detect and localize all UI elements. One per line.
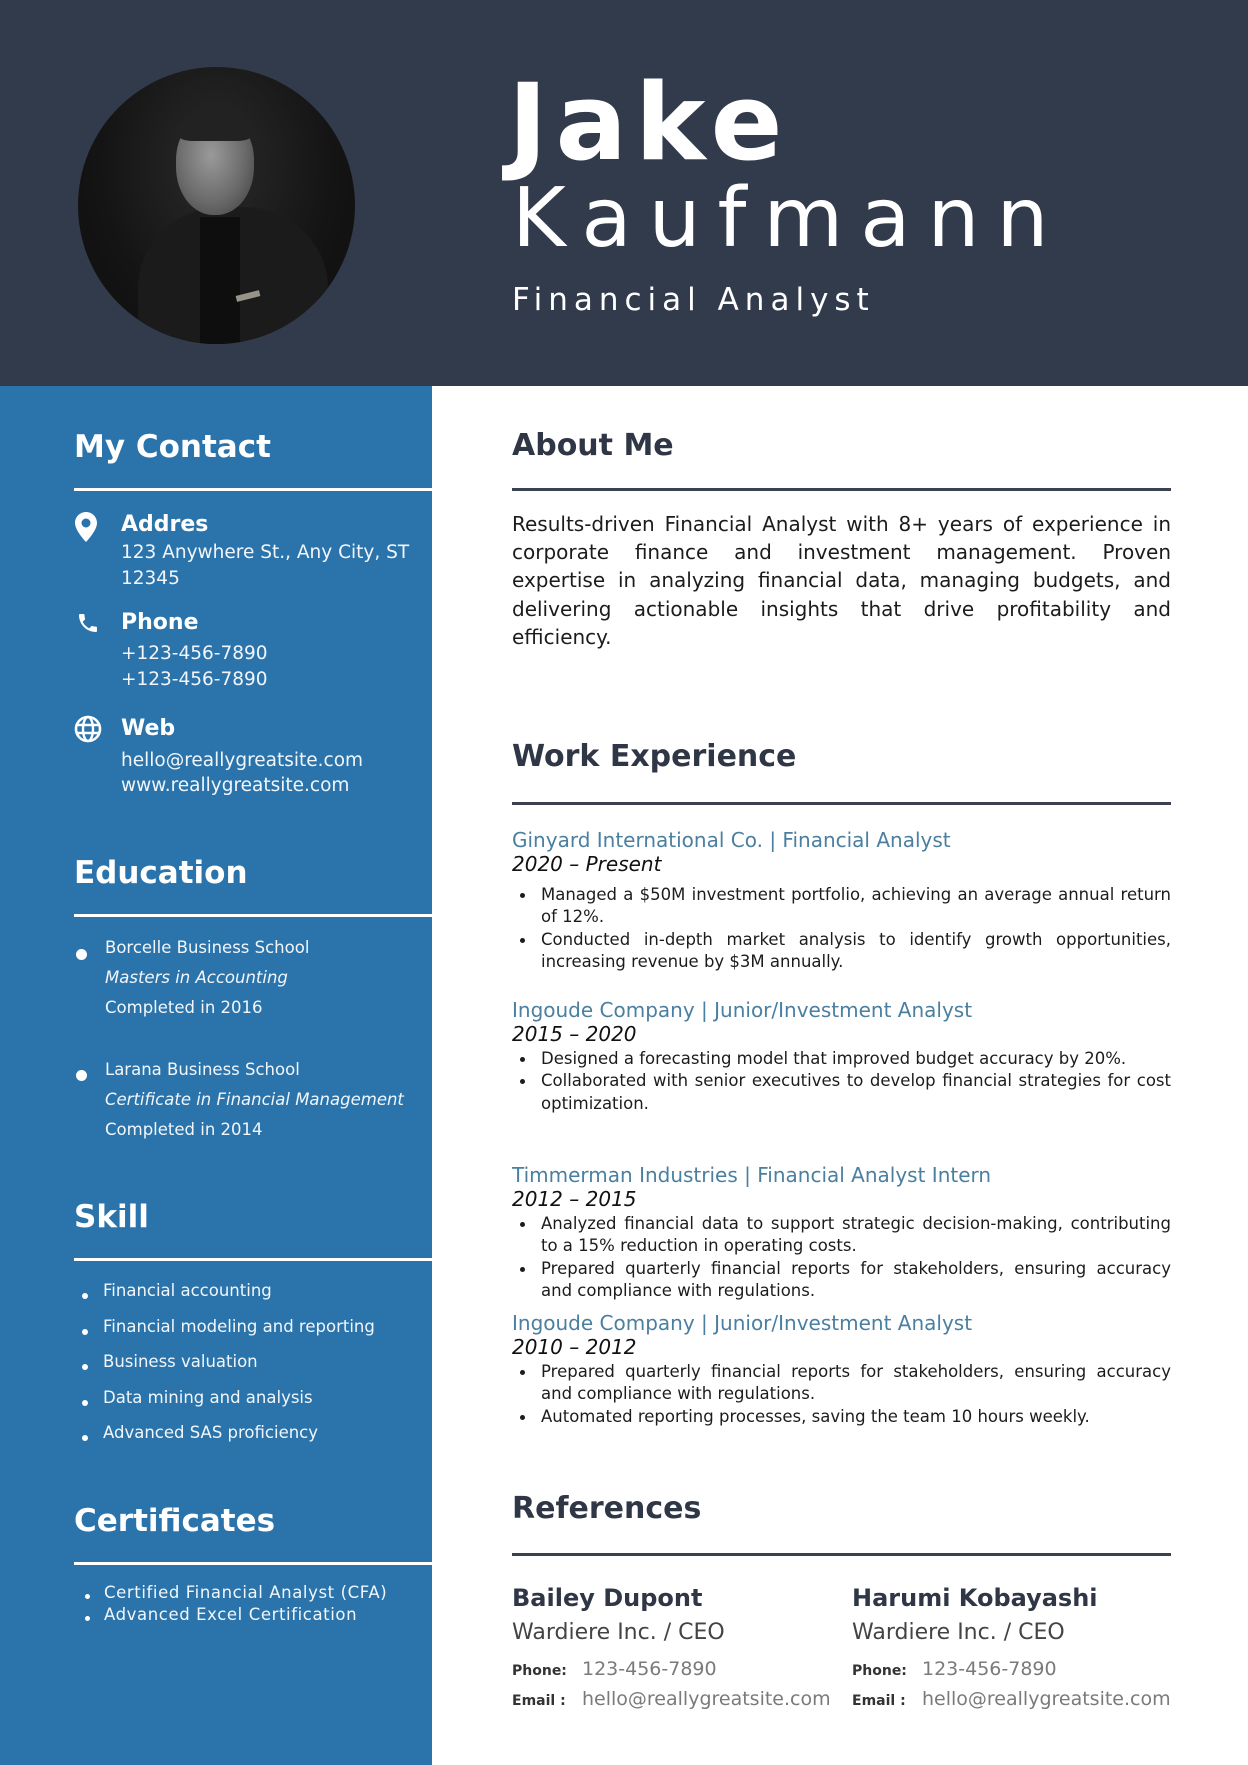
- phone-line-1: +123-456-7890: [121, 643, 268, 664]
- job-entry-dates: 2010 – 2012: [512, 1335, 637, 1359]
- reference-phone: 123-456-7890: [922, 1658, 1057, 1680]
- job-bullet: Collaborated with senior executives to develop financial strategies for cost optimization.: [512, 1070, 1171, 1115]
- contact-heading: My Contact: [74, 429, 271, 465]
- education-school: Larana Business School: [105, 1060, 300, 1079]
- job-bullet: Prepared quarterly financial reports for stakeholders, ensuring accuracy and compliance with regulations.: [512, 1258, 1171, 1303]
- certificate-item: Certified Financial Analyst (CFA): [104, 1583, 388, 1602]
- about-heading: About Me: [512, 428, 674, 463]
- education-degree: Certificate in Financial Management: [105, 1090, 404, 1109]
- reference-phone: 123-456-7890: [582, 1658, 717, 1680]
- reference-company: Wardiere Inc. / CEO: [852, 1620, 1065, 1645]
- reference-phone-label: Phone:: [852, 1663, 907, 1679]
- phone-line-2: +123-456-7890: [121, 669, 268, 690]
- phone-label: Phone: [121, 610, 199, 635]
- reference-email[interactable]: hello@reallygreatsite.com: [582, 1688, 831, 1710]
- job-bullet-list: [512, 884, 1171, 974]
- job-bullet-list: [512, 1361, 1171, 1428]
- job-bullet-list: [512, 1048, 1171, 1115]
- education-bullet: [76, 949, 87, 960]
- last-name: Kaufmann: [512, 171, 1066, 266]
- job-bullet: Automated reporting processes, saving the team 10 hours weekly.: [512, 1406, 1171, 1428]
- job-entry-title: Ingoude Company | Junior/Investment Analyst: [512, 1311, 973, 1335]
- contact-divider: [74, 488, 432, 491]
- job-bullet: Analyzed financial data to support strategic decision-making, contributing to a 15% reduction in operating costs.: [512, 1213, 1171, 1258]
- reference-name: Harumi Kobayashi: [852, 1584, 1098, 1612]
- reference-phone-label: Phone:: [512, 1663, 567, 1679]
- skill-bullet: [82, 1364, 88, 1370]
- education-degree: Masters in Accounting: [105, 968, 288, 987]
- reference-email-row: [852, 1688, 1172, 1710]
- web-url[interactable]: www.reallygreatsite.com: [121, 775, 350, 796]
- about-text: Results-driven Financial Analyst with 8+ years of experience in corporate finance and investment management. Proven expertise in analyzing financial data, managing budgets, and delivering actionable insights that drive profitability and efficiency.: [512, 512, 1171, 649]
- reference-phone-row: [512, 1658, 832, 1680]
- job-entry: [512, 828, 1171, 974]
- education-completed: Completed in 2016: [105, 998, 263, 1017]
- phone-icon: [75, 611, 101, 635]
- resume-header: [0, 0, 1248, 386]
- job-bullet: Managed a $50M investment portfolio, achieving an average annual return of 12%.: [512, 884, 1171, 929]
- web-label: Web: [121, 716, 176, 741]
- job-bullet: Prepared quarterly financial reports for stakeholders, ensuring accuracy and compliance with regulations.: [512, 1361, 1171, 1406]
- references-heading: References: [512, 1491, 702, 1526]
- job-entry-dates: 2015 – 2020: [512, 1022, 637, 1046]
- certificates-heading: Certificates: [74, 1503, 276, 1539]
- skill-bullet: [82, 1293, 88, 1299]
- reference-email-row: [512, 1688, 832, 1710]
- certificate-bullet: [85, 1616, 90, 1621]
- certificate-item: Advanced Excel Certification: [104, 1605, 358, 1624]
- address-label: Addres: [121, 512, 209, 537]
- references-divider: [512, 1553, 1171, 1556]
- photo-shirt: [200, 217, 240, 344]
- location-pin-icon: [75, 512, 97, 542]
- skill-item: Advanced SAS proficiency: [103, 1423, 319, 1442]
- job-bullet: Conducted in-depth market analysis to identify growth opportunities, increasing revenue by $3M annually.: [512, 929, 1171, 974]
- job-entry-title: Timmerman Industries | Financial Analyst Intern: [512, 1163, 992, 1187]
- reference-email-label: Email :: [512, 1693, 566, 1709]
- work-divider: [512, 802, 1171, 805]
- reference-email[interactable]: hello@reallygreatsite.com: [922, 1688, 1171, 1710]
- education-bullet: [76, 1070, 87, 1081]
- education-heading: Education: [74, 855, 248, 891]
- education-school: Borcelle Business School: [105, 938, 310, 957]
- job-entry-dates: 2020 – Present: [512, 852, 662, 876]
- globe-icon: [74, 715, 102, 743]
- work-heading: Work Experience: [512, 739, 797, 774]
- skill-bullet: [82, 1435, 88, 1441]
- skill-item: Data mining and analysis: [103, 1388, 313, 1407]
- reference-card: [512, 1586, 832, 1710]
- job-entry-dates: 2012 – 2015: [512, 1187, 637, 1211]
- skill-divider: [74, 1258, 432, 1261]
- profile-photo: [78, 67, 355, 344]
- skill-bullet: [82, 1400, 88, 1406]
- photo-hair: [178, 111, 252, 141]
- job-title: Financial Analyst: [512, 282, 875, 318]
- about-divider: [512, 488, 1171, 491]
- address-line-2: 12345: [121, 568, 180, 589]
- skill-bullet: [82, 1329, 88, 1335]
- education-completed: Completed in 2014: [105, 1120, 263, 1139]
- job-entry-title: Ginyard International Co. | Financial Analyst: [512, 828, 951, 852]
- job-entry-title: Ingoude Company | Junior/Investment Analyst: [512, 998, 973, 1022]
- job-entry: [512, 1311, 1171, 1428]
- reference-phone-row: [852, 1658, 1172, 1680]
- skill-heading: Skill: [74, 1199, 149, 1235]
- job-bullet: Designed a forecasting model that improved budget accuracy by 20%.: [512, 1048, 1171, 1070]
- job-entry: [512, 998, 1171, 1115]
- web-email[interactable]: hello@reallygreatsite.com: [121, 750, 364, 771]
- skill-item: Business valuation: [103, 1352, 258, 1371]
- reference-name: Bailey Dupont: [512, 1584, 703, 1612]
- skill-item: Financial modeling and reporting: [103, 1317, 375, 1336]
- reference-company: Wardiere Inc. / CEO: [512, 1620, 725, 1645]
- skill-item: Financial accounting: [103, 1281, 272, 1300]
- first-name: Jake: [508, 61, 791, 184]
- job-bullet-list: [512, 1213, 1171, 1303]
- education-divider: [74, 914, 432, 917]
- certificate-bullet: [85, 1594, 90, 1599]
- certificates-divider: [74, 1562, 432, 1565]
- reference-email-label: Email :: [852, 1693, 906, 1709]
- job-entry: [512, 1163, 1171, 1303]
- address-line-1: 123 Anywhere St., Any City, ST: [121, 542, 410, 563]
- sidebar: [0, 386, 432, 1765]
- reference-card: [852, 1586, 1172, 1710]
